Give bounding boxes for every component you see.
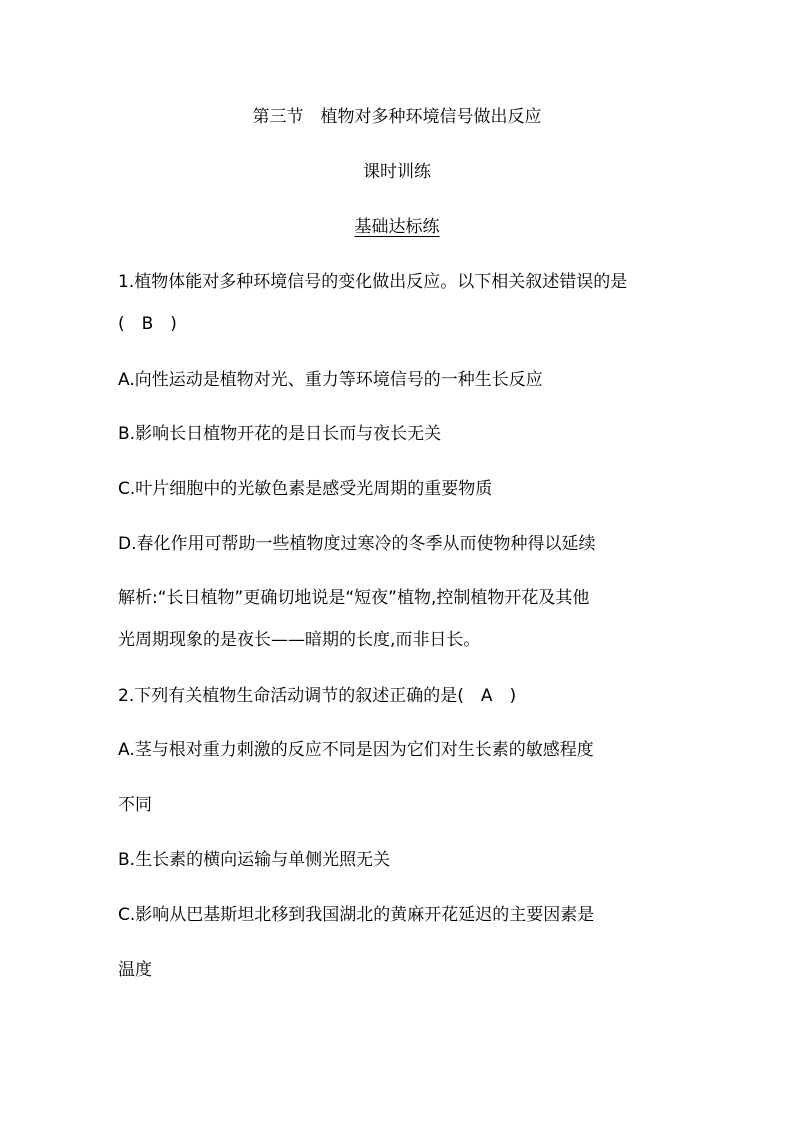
question-2-stem: 2.下列有关植物生命活动调节的叙述正确的是( A ) — [118, 686, 517, 706]
question-2-option-c-line-1: C.影响从巴基斯坦北移到我国湖北的黄麻开花延迟的主要因素是 — [118, 905, 595, 925]
question-1-option-a: A.向性运动是植物对光、重力等环境信号的一种生长反应 — [118, 370, 543, 390]
question-1-answer: ( B ) — [118, 314, 177, 334]
question-1-option-c: C.叶片细胞中的光敏色素是感受光周期的重要物质 — [118, 479, 493, 499]
subtitle: 课时训练 — [363, 162, 431, 182]
question-1-stem: 1.植物体能对多种环境信号的变化做出反应。以下相关叙述错误的是 — [118, 272, 628, 292]
section-title: 第三节 植物对多种环境信号做出反应 — [252, 107, 542, 127]
question-1-analysis-line-2: 光周期现象的是夜长——暗期的长度,而非日长。 — [118, 630, 481, 650]
question-2-option-a-line-1: A.茎与根对重力刺激的反应不同是因为它们对生长素的敏感程度 — [118, 740, 594, 760]
question-1-option-d: D.春化作用可帮助一些植物度过寒冷的冬季从而使物种得以延续 — [118, 534, 596, 554]
question-1-analysis-line-1: 解析:“长日植物”更确切地说是“短夜”植物,控制植物开花及其他 — [118, 588, 590, 608]
question-2-option-c-line-2: 温度 — [118, 960, 152, 980]
question-1-option-b: B.影响长日植物开花的是日长而与夜长无关 — [118, 424, 442, 444]
question-2-option-a-line-2: 不同 — [118, 795, 152, 815]
part-title: 基础达标练 — [354, 217, 440, 237]
question-2-option-b: B.生长素的横向运输与单侧光照无关 — [118, 850, 391, 870]
